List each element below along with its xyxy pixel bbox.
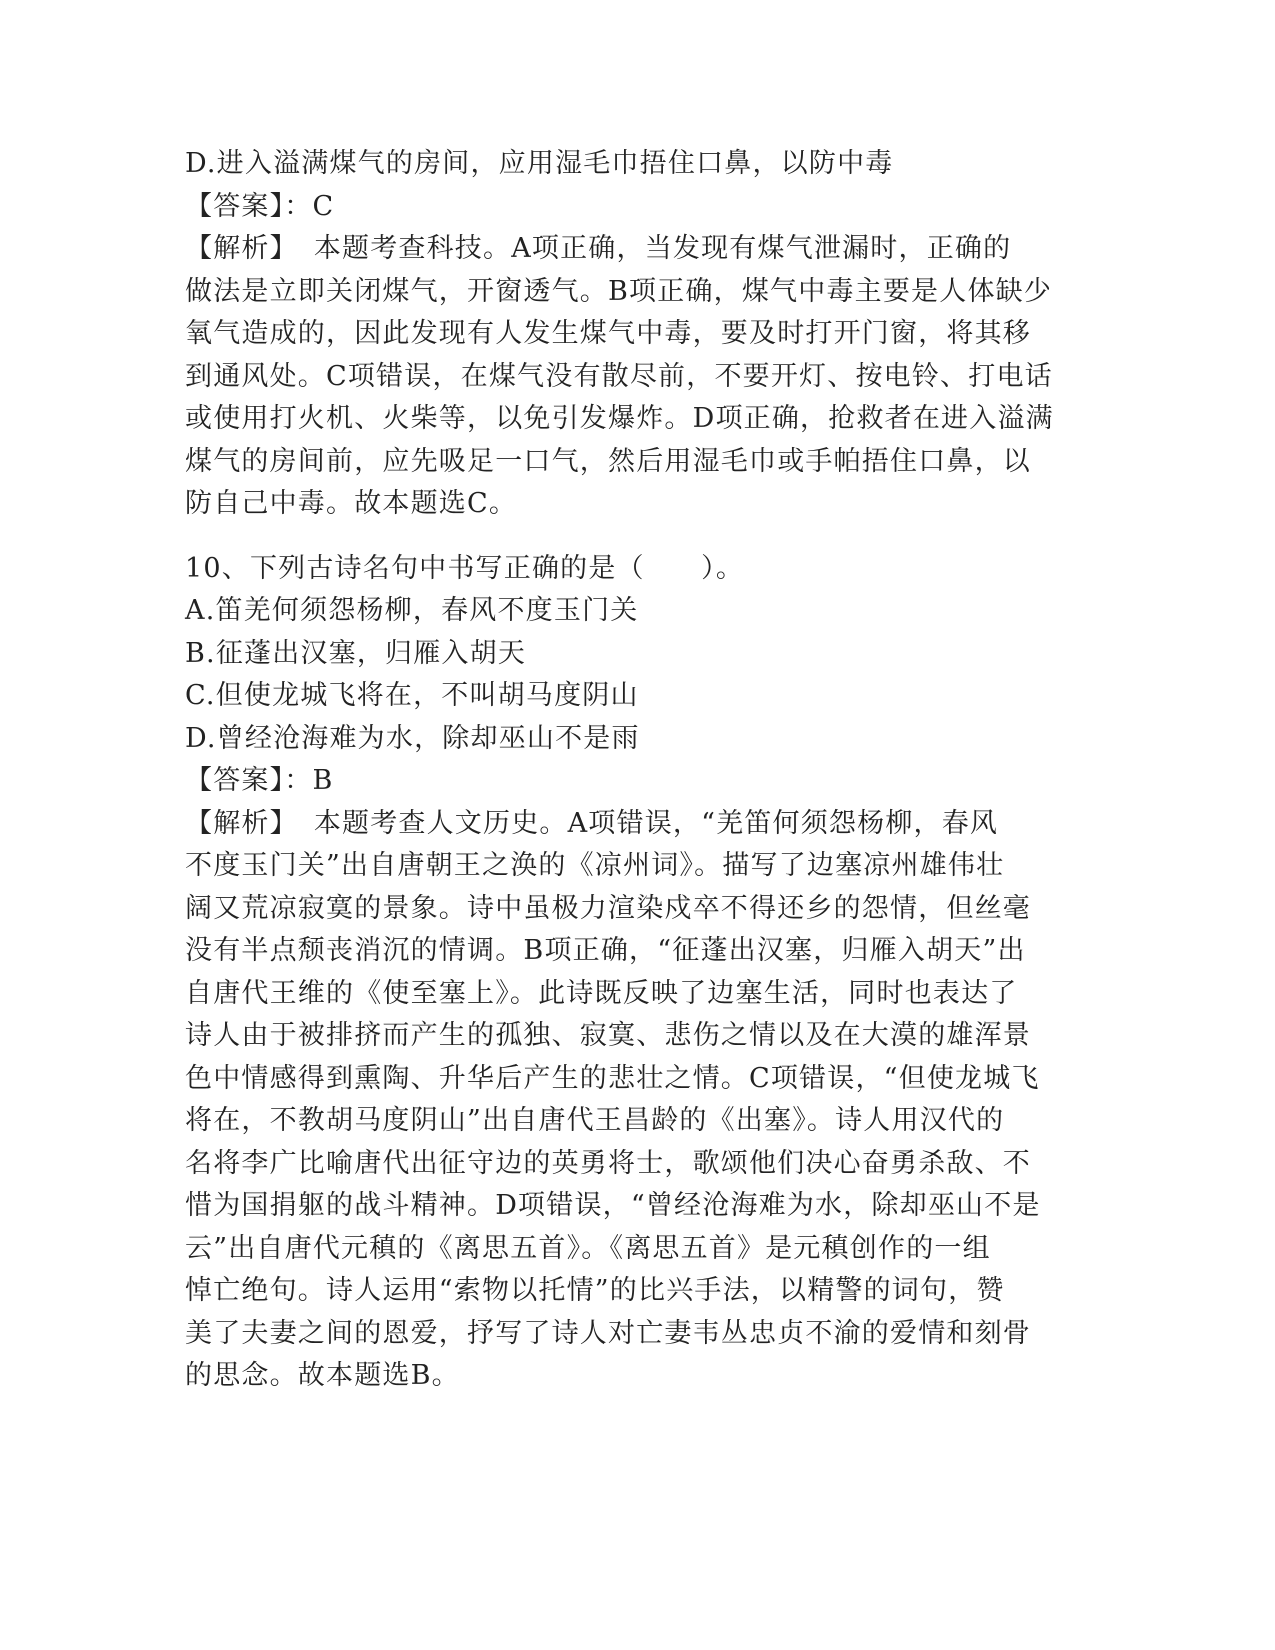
q10-analysis-line-6: 诗人由于被排挤而产生的孤独、寂寞、悲伤之情以及在大漠的雄浑景 [185,1020,1031,1051]
q10-answer: 【答案】：B [185,765,334,796]
q10-analysis-text: 本题考查人文历史。A项错误，“羌笛何须怨杨柳，春风 [313,807,999,839]
q10-analysis-line-12: 悼亡绝句。诗人运用“索物以托情”的比兴手法，以精警的词句，赞 [185,1275,1005,1306]
q10-analysis-line-9: 名将李广比喻唐代出征守边的英勇将士，歌颂他们决心奋勇杀敌、不 [185,1147,1031,1179]
q10-analysis-line-5: 自唐代王维的《使至塞上》。此诗既反映了边塞生活，同时也表达了 [185,977,1018,1009]
q10-option-a: A.笛羌何须怨杨柳，春风不度玉门关 [185,595,639,626]
q10-analysis-line-7: 色中情感得到熏陶、升华后产生的悲壮之情。C项错误，“但使龙城飞 [185,1062,1040,1094]
document-page [185,143,1085,1398]
q10-analysis-line-1 [185,803,1085,846]
q10-analysis-line-8: 将在，不教胡马度阴山”出自唐代王昌龄的《出塞》。诗人用汉代的 [185,1105,1005,1136]
q10-option-b: B.征蓬出汉塞，归雁入胡天 [185,637,527,669]
q10-analysis-label: 【解析】 [185,807,298,839]
q9-analysis-text: 本题考查科技。A项正确，当发现有煤气泄漏时，正确的 [313,233,1012,264]
q9-analysis-line-6: 煤气的房间前，应先吸足一口气，然后用湿毛巾或手帕捂住口鼻，以 [185,445,1031,477]
q9-analysis-line-2: 做法是立即关闭煤气，开窗透气。B项正确，煤气中毒主要是人体缺少 [185,275,1053,307]
q10-analysis-line-13: 美了夫妻之间的恩爱，抒写了诗人对亡妻韦丛忠贞不渝的爱情和刻骨 [185,1317,1031,1349]
q9-analysis-line-5: 或使用打火机、火柴等，以免引发爆炸。D项正确，抢救者在进入溢满 [185,403,1054,434]
q9-analysis-label: 【解析】 [185,233,298,264]
q9-analysis-line-1 [185,228,1085,271]
q10-analysis-line-4: 没有半点颓丧消沉的情调。B项正确，“征蓬出汉塞，归雁入胡天”出 [185,935,1026,966]
question-gap [185,526,1085,548]
q9-option-d: D.进入溢满煤气的房间，应用湿毛巾捂住口鼻，以防中毒 [185,148,894,179]
q10-analysis-line-11: 云”出自唐代元稹的《离思五首》。《离思五首》是元稹创作的一组 [185,1232,991,1264]
q9-analysis-line-7: 防自己中毒。故本题选C。 [185,488,518,519]
q10-option-c: C.但使龙城飞将在，不叫胡马度阴山 [185,680,639,711]
q9-answer: 【答案】：C [185,190,335,222]
q9-analysis-line-3: 氧气造成的，因此发现有人发生煤气中毒，要及时打开门窗，将其移 [185,318,1031,349]
q10-analysis-line-10: 惜为国捐躯的战斗精神。D项错误，“曾经沧海难为水，除却巫山不是 [185,1190,1041,1221]
q9-analysis-line-4: 到通风处。C项错误，在煤气没有散尽前，不要开灯、按电铃、打电话 [185,360,1053,392]
q10-question: 10、下列古诗名句中书写正确的是（ ）。 [185,552,745,584]
q10-analysis-line-14: 的思念。故本题选B。 [185,1360,460,1391]
q10-option-d: D.曾经沧海难为水，除却巫山不是雨 [185,722,640,754]
q10-analysis-line-3: 阔又荒凉寂寞的景象。诗中虽极力渲染戍卒不得还乡的怨情，但丝毫 [185,892,1031,924]
q10-analysis-line-2: 不度玉门关”出自唐朝王之涣的《凉州词》。描写了边塞凉州雄伟壮 [185,850,1005,881]
